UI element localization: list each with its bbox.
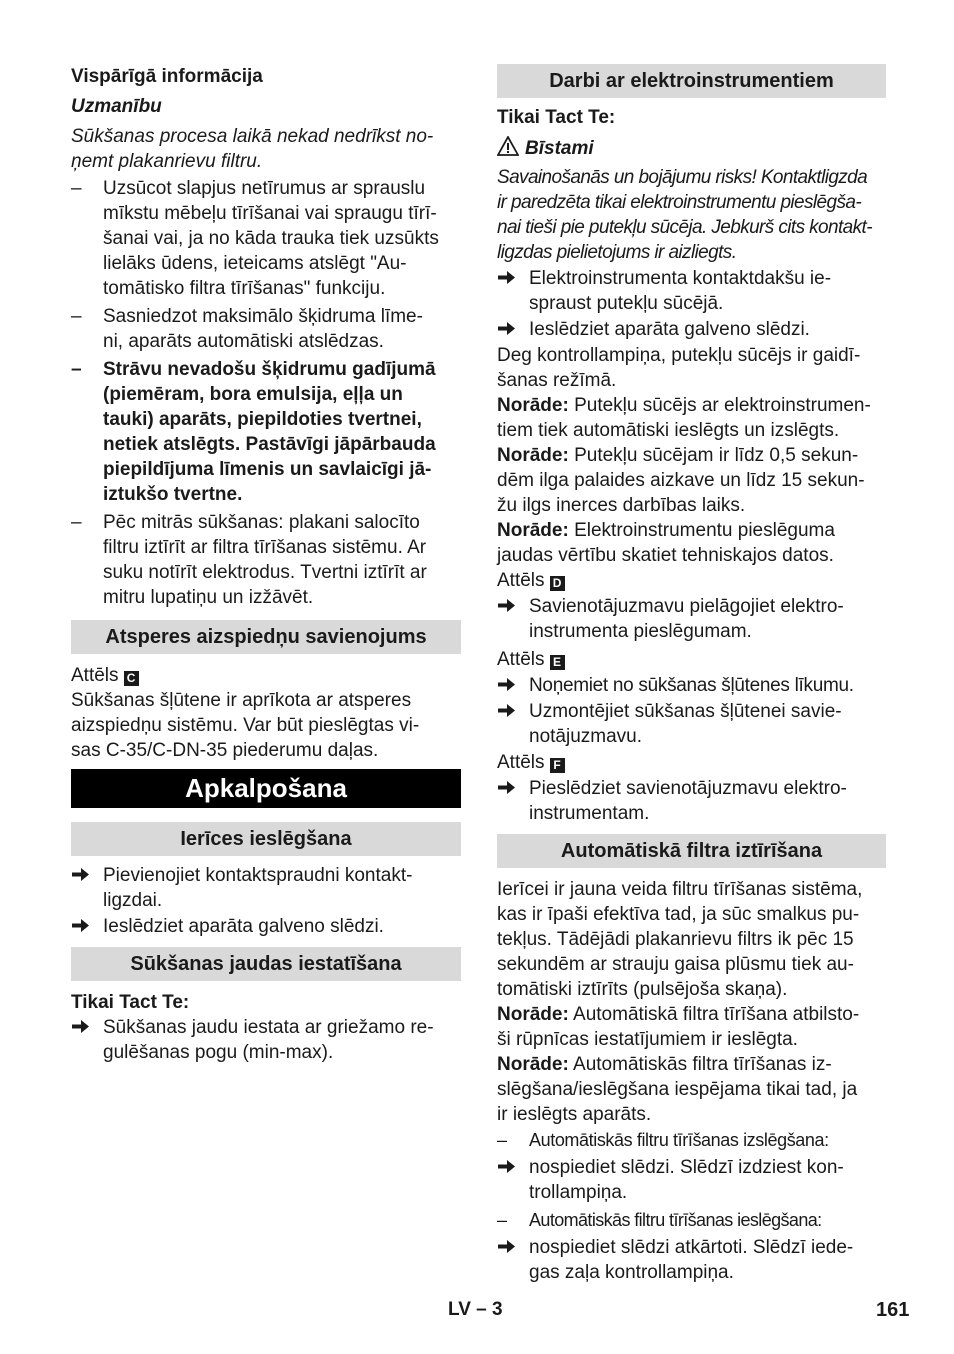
figure-f-icon: F [550, 758, 565, 773]
note-line: ši rūpnīcas iestatījumiem ir ieslēgta. [497, 1029, 798, 1050]
switch-on-step-line: Pievienojiet kontaktspraudni kontakt- [103, 865, 413, 886]
bullet-arrow [497, 699, 521, 724]
power-tools-section-bar: Darbi ar elektroinstrumentiem [497, 64, 886, 98]
dash-list-item-line: ni, aparāts automātiski atslēdzas. [103, 331, 384, 352]
dash-list-item-line: piepildījuma līmenis un savlaicīgi jā- [103, 459, 432, 480]
figure-e-step-line: notājuzmavu. [529, 726, 643, 747]
arrow-right-icon [71, 917, 90, 934]
notes-block [497, 393, 886, 568]
auto-filter-section-bar: Automātiskā filtra iztīrīšana [497, 834, 886, 868]
filter-on-label: Automātiskās filtru tīrīšanas ieslēgšana: [529, 1210, 822, 1230]
steps-power-tool [497, 266, 886, 342]
note-paragraph [497, 518, 886, 568]
note-label: Norāde: [497, 1004, 569, 1025]
dash-list-item-line: tomātisko filtra tīrīšanas" funkciju. [103, 278, 386, 299]
note-label: Norāde: [497, 1054, 569, 1075]
note-line: Putekļu sūcējs ar elektroinstrumen- [574, 395, 871, 416]
note-paragraph [497, 393, 886, 443]
suction-step [71, 1015, 461, 1065]
figure-e-step [497, 673, 886, 698]
spring-text [71, 688, 461, 763]
arrow-right-icon [497, 269, 516, 286]
danger-line: nai tieši pie putekļu sūcēja. Jebkurš cits kontakt- [497, 217, 872, 238]
steps-figure-e [497, 673, 886, 749]
auto-filter-paragraph [497, 877, 886, 1002]
dash-list [71, 176, 461, 610]
spring-paragraph [71, 688, 461, 763]
switch-on-section-bar: Ierīces ieslēgšana [71, 822, 461, 856]
steps-figure-d [497, 594, 886, 644]
right-column [497, 64, 886, 1285]
figure-e-step-line: Uzmontējiet sūkšanas šļūtenei savie- [529, 701, 842, 722]
filter-on-step-line: nospiediet slēdzi atkārtoti. Slēdzī iede- [529, 1237, 854, 1258]
note-line: ir ieslēgts aparāts. [497, 1104, 652, 1125]
suction-step-line: Sūkšanas jaudu iestata ar griežamo re- [103, 1017, 434, 1038]
caution-text [71, 124, 461, 174]
tact-heading-right: Tikai Tact Te: [497, 107, 616, 128]
auto-filter-line: Ierīcei ir jauna veida filtru tīrīšanas sistēma, [497, 879, 863, 900]
bullet-arrow [71, 1015, 95, 1040]
figure-ref-c [71, 663, 461, 688]
caution-line: Sūkšanas procesa laikā nekad nedrīkst no- [71, 126, 434, 147]
lamp-line: šanas režīmā. [497, 370, 617, 391]
bullet-arrow [497, 776, 521, 801]
power-tool-step [497, 317, 886, 342]
bullet-dash: – [497, 1130, 507, 1150]
bullet-dash: – [71, 512, 82, 533]
switch-on-step-line: ligzdai. [103, 890, 163, 911]
switch-on-step [71, 863, 461, 913]
bullet-arrow [497, 1155, 521, 1180]
arrow-right-icon [497, 779, 516, 796]
bullet-arrow [71, 914, 95, 939]
spring-line: sas C-35/C-DN-35 piederumu daļas. [71, 740, 379, 761]
caution-line: ņemt plakanrievu filtru. [71, 151, 263, 172]
bullet-arrow [497, 266, 521, 291]
arrow-right-icon [497, 597, 516, 614]
arrow-right-icon [71, 1018, 90, 1035]
left-column [71, 64, 461, 1065]
figure-ref-f [497, 750, 886, 775]
dash-list-item [71, 357, 461, 507]
switch-on-step-line: Ieslēdziet aparāta galveno slēdzi. [103, 916, 384, 937]
figure-f-step [497, 776, 886, 826]
bullet-arrow [497, 673, 521, 698]
notes-auto-block [497, 1002, 886, 1127]
figure-d-step [497, 594, 886, 644]
switch-on-list [71, 863, 461, 939]
warning-triangle-icon [497, 136, 519, 156]
spring-section-bar: Atsperes aizspiedņu savienojums [71, 620, 461, 654]
dash-list-item-line: mīkstu mēbeļu tīrīšanai vai spraugu tīrī- [103, 203, 437, 224]
arrow-right-icon [497, 1238, 516, 1255]
switch-on-step [71, 914, 461, 939]
arrow-right-icon [497, 1158, 516, 1175]
dash-list-item [71, 176, 461, 301]
filter-on-step [497, 1235, 886, 1285]
danger-line: ir paredzēta tikai elektroinstrumentu pieslēgša- [497, 192, 862, 213]
note-label: Norāde: [497, 395, 569, 416]
figure-f-step-line: instrumentam. [529, 803, 650, 824]
dash-list-item-line: tauki) aparāts, piepildoties tvertnei, [103, 409, 422, 430]
danger-text [497, 165, 886, 265]
general-heading: Vispārīgā informācija [71, 66, 263, 87]
note-line: Automātiskās filtra tīrīšanas iz- [573, 1054, 832, 1075]
footer-page-number: 161 [876, 1299, 910, 1321]
filter-off-step [497, 1155, 886, 1205]
lamp-line: Deg kontrollampiņa, putekļu sūcējs ir gaidī- [497, 345, 861, 366]
dash-list-item-line: Sasniedzot maksimālo šķidruma līme- [103, 306, 423, 327]
dash-list-item-line: Strāvu nevadošu šķidrumu gadījumā [103, 359, 436, 380]
dash-list-item-line: šanai vai, ja no kāda trauka tiek uzsūkts [103, 228, 439, 249]
auto-filter-text [497, 877, 886, 1002]
auto-filter-line: tekļus. Tādējādi plakanrievu filtrs ik pēc 15 [497, 929, 854, 950]
figure-d-step-line: Savienotājuzmavu pielāgojiet elektro- [529, 596, 844, 617]
dash-list-item-line: mitru lupatiņu un izžāvēt. [103, 587, 314, 608]
arrow-right-icon [497, 676, 516, 693]
auto-filter-line: tomātiski iztīrīts (pulsējoša skaņa). [497, 979, 788, 1000]
note-line: tiem tiek automātiski ieslēgts un izslēgts. [497, 420, 840, 441]
dash-list-item [71, 304, 461, 354]
auto-filter-line: sekundēm ar strauju gaisa plūsmu tiek au- [497, 954, 854, 975]
danger-label: Bīstami [525, 138, 594, 159]
bullet-arrow [497, 594, 521, 619]
spring-line: Sūkšanas šļūtene ir aprīkota ar atsperes [71, 690, 412, 711]
footer-language-page: LV – 3 [448, 1299, 503, 1320]
dash-list-item [71, 510, 461, 610]
danger-line: Savainošanās un bojājumu risks! Kontaktligzda [497, 167, 868, 188]
note-line: Elektroinstrumentu pieslēguma [574, 520, 835, 541]
suction-list [71, 1015, 461, 1065]
tact-heading-left: Tikai Tact Te: [71, 992, 190, 1013]
note-line: Putekļu sūcējam ir līdz 0,5 sekun- [574, 445, 859, 466]
note-paragraph [497, 443, 886, 518]
dash-list-item-line: lielāks ūdens, ieteicams atslēgt "Au- [103, 253, 407, 274]
figure-d-step-line: instrumenta pieslēgumam. [529, 621, 752, 642]
filter-on-off-steps [497, 1128, 886, 1285]
note-label: Norāde: [497, 520, 569, 541]
filter-on-step-line: gas zaļa kontrollampiņa. [529, 1262, 734, 1283]
power-tool-step [497, 266, 886, 316]
figure-word: Attēls [497, 752, 545, 773]
note-line: žu ilgs inerces darbības laiks. [497, 495, 746, 516]
arrow-right-icon [497, 702, 516, 719]
danger-line: ligzdas pielietojums ir aizliegts. [497, 242, 737, 263]
figure-e-icon: E [550, 655, 565, 670]
figure-d-icon: D [550, 576, 565, 591]
note-line: Automātiskā filtra tīrīšana atbilsto- [573, 1004, 860, 1025]
dash-list-item-line: Pēc mitrās sūkšanas: plakani salocīto [103, 512, 420, 533]
dash-list-item-line: filtru iztīrīt ar filtra tīrīšanas sistēmu. Ar [103, 537, 427, 558]
caution-heading: Uzmanību [71, 96, 162, 117]
note-line: dēm ilga palaides aizkave un līdz 15 sekun- [497, 470, 865, 491]
figure-ref-e [497, 647, 886, 672]
dash-list-item-line: iztukšo tvertne. [103, 484, 243, 505]
filter-off-step-line: trollampiņa. [529, 1182, 628, 1203]
bullet-dash: – [497, 1210, 507, 1230]
note-line: jaudas vērtību skatiet tehniskajos datos. [497, 545, 834, 566]
figure-f-step-line: Pieslēdziet savienotājuzmavu elektro- [529, 778, 847, 799]
figure-e-step-line: Noņemiet no sūkšanas šļūtenes līkumu. [529, 675, 854, 696]
bullet-arrow [497, 317, 521, 342]
filter-off-step-line: nospiediet slēdzi. Slēdzī izdziest kon- [529, 1157, 844, 1178]
spring-line: aizspiedņu sistēmu. Var būt pieslēgtas vi- [71, 715, 420, 736]
power-tool-step-line: Ieslēdziet aparāta galveno slēdzi. [529, 319, 810, 340]
dash-list-item-line: (piemēram, bora emulsija, eļļa un [103, 384, 403, 405]
power-tool-step-line: spraust putekļu sūcējā. [529, 293, 724, 314]
figure-word: Attēls [497, 570, 545, 591]
dash-list-item-line: Uzsūcot slapjus netīrumus ar sprauslu [103, 178, 426, 199]
operation-chapter-bar: Apkalpošana [71, 769, 461, 808]
dash-list-item-line: netiek atslēgts. Pastāvīgi jāpārbauda [103, 434, 436, 455]
figure-c-icon: C [124, 671, 139, 686]
power-tool-step-line: Elektroinstrumenta kontaktdakšu ie- [529, 268, 832, 289]
filter-off-label: Automātiskās filtru tīrīšanas izslēgšana: [529, 1130, 829, 1150]
note-line: slēgšana/ieslēgšana iespējama tikai tad, ja [497, 1079, 858, 1100]
arrow-right-icon [71, 866, 90, 883]
filter-off-heading [497, 1128, 886, 1153]
filter-on-heading [497, 1208, 886, 1233]
note-paragraph [497, 1002, 886, 1052]
dash-list-item-line: suku notīrīt elektrodus. Tvertni iztīrīt ar [103, 562, 427, 583]
bullet-arrow [497, 1235, 521, 1260]
figure-word: Attēls [71, 665, 119, 686]
figure-word: Attēls [497, 649, 545, 670]
bullet-dash: – [71, 359, 82, 380]
bullet-arrow [71, 863, 95, 888]
steps-figure-f [497, 776, 886, 826]
figure-ref-d [497, 568, 886, 593]
note-label: Norāde: [497, 445, 569, 466]
suction-section-bar: Sūkšanas jaudas iestatīšana [71, 947, 461, 981]
suction-step-line: gulēšanas pogu (min-max). [103, 1042, 334, 1063]
arrow-right-icon [497, 320, 516, 337]
danger-heading [497, 136, 886, 161]
bullet-dash: – [71, 306, 82, 327]
bullet-dash: – [71, 178, 82, 199]
figure-e-step [497, 699, 886, 749]
lamp-text [497, 343, 886, 393]
lamp-paragraph [497, 343, 886, 393]
auto-filter-line: kas ir īpaši efektīva tad, ja sūc smalkus pu- [497, 904, 860, 925]
note-paragraph [497, 1052, 886, 1127]
